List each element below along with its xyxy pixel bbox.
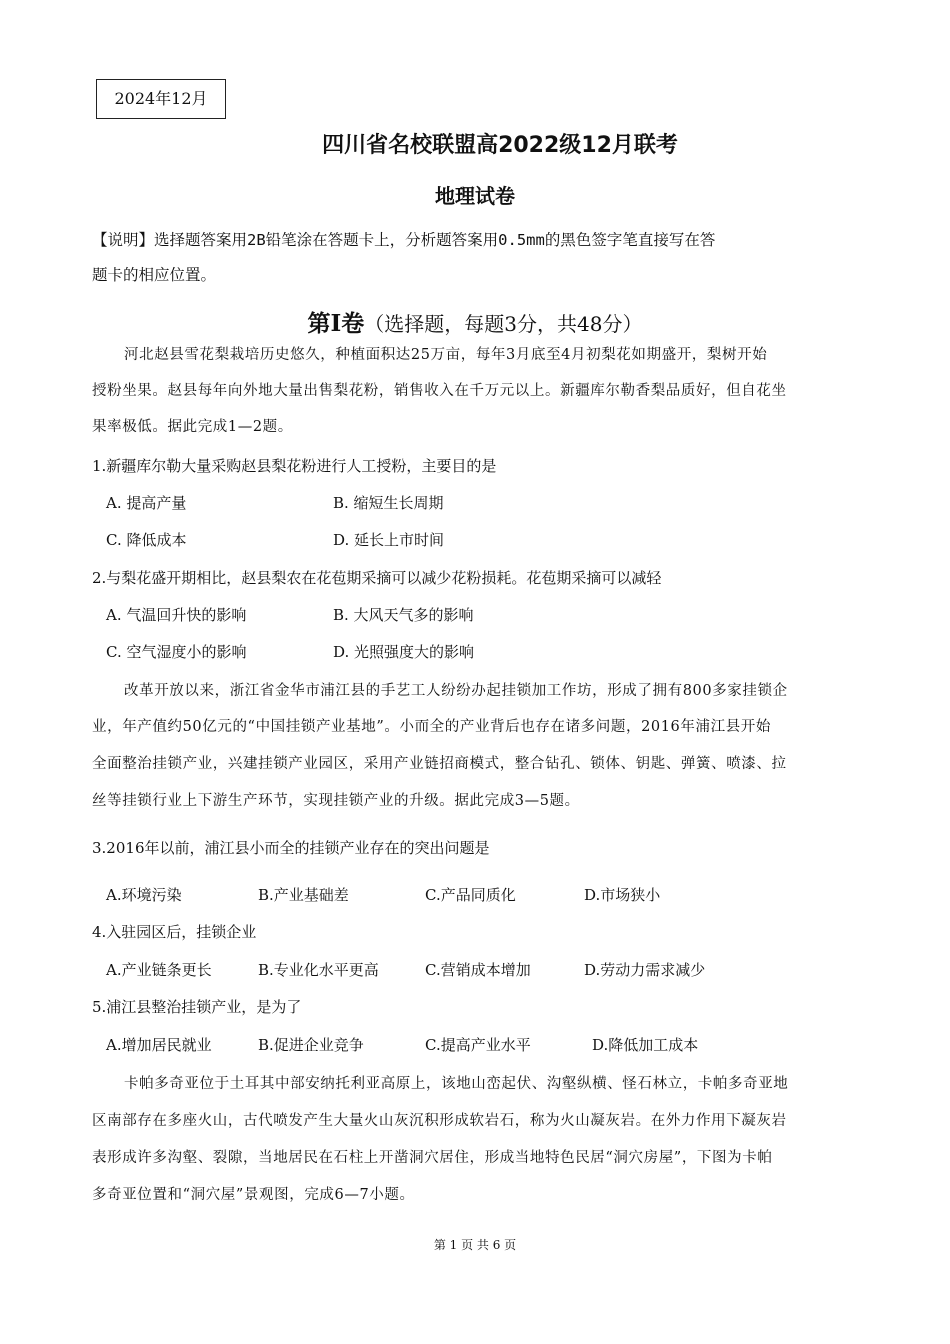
q4-option-a: A.产业链条更长 xyxy=(106,961,212,979)
q5-option-c: C.提高产业水平 xyxy=(425,1036,531,1054)
q2-option-c: C. 空气湿度小的影响 xyxy=(106,643,247,661)
section-desc: （选择题，每题3分，共48分） xyxy=(364,312,643,336)
passage1-line-3: 果率极低。据此完成1—2题。 xyxy=(92,419,293,435)
date-box: 2024年12月 xyxy=(96,79,226,119)
q4-option-c: C.营销成本增加 xyxy=(425,961,531,979)
q3-option-b: B.产业基础差 xyxy=(258,886,349,904)
passage2-line-1: 改革开放以来，浙江省金华市浦江县的手艺工人纷纷办起挂锁加工作坊，形成了拥有800多家挂锁企 xyxy=(124,683,788,699)
passage3-line-4: 多奇亚位置和“洞穴屋”景观图，完成6—7小题。 xyxy=(92,1187,415,1203)
passage1-line-2: 授粉坐果。赵县每年向外地大量出售梨花粉，销售收入在千万元以上。新疆库尔勒香梨品质好，但自花坐 xyxy=(92,383,787,399)
q4-stem: 4.入驻园区后，挂锁企业 xyxy=(92,923,257,941)
passage3-line-1: 卡帕多奇亚位于土耳其中部安纳托利亚高原上，该地山峦起伏、沟壑纵横、怪石林立，卡帕多奇亚地 xyxy=(124,1076,789,1092)
q3-option-a: A.环境污染 xyxy=(106,886,182,904)
passage2-line-3: 全面整治挂锁产业，兴建挂锁产业园区，采用产业链招商模式，整合钻孔、锁体、钥匙、弹簧、喷漆、拉 xyxy=(92,756,787,772)
section-heading xyxy=(0,305,950,338)
q2-option-a: A. 气温回升快的影响 xyxy=(106,606,247,624)
section-label: 第Ⅰ卷 xyxy=(307,310,365,337)
q1-option-a: A. 提高产量 xyxy=(106,494,187,512)
q1-option-c: C. 降低成本 xyxy=(106,531,187,549)
passage2-line-2: 业，年产值约50亿元的“中国挂锁产业基地”。小而全的产业背后也存在诸多问题，2016年浦江县开始 xyxy=(92,719,771,735)
q1-option-d: D. 延长上市时间 xyxy=(333,531,445,549)
q1-option-b: B. 缩短生长周期 xyxy=(333,494,444,512)
q5-stem: 5.浦江县整治挂锁产业，是为了 xyxy=(92,998,302,1016)
q2-option-d: D. 光照强度大的影响 xyxy=(333,643,475,661)
q4-option-d: D.劳动力需求减少 xyxy=(584,961,706,979)
q5-option-a: A.增加居民就业 xyxy=(106,1036,212,1054)
q3-stem: 3.2016年以前，浦江县小而全的挂锁产业存在的突出问题是 xyxy=(92,839,490,857)
passage3-line-2: 区南部存在多座火山，古代喷发产生大量火山灰沉积形成软岩石，称为火山凝灰岩。在外力作用下凝灰岩 xyxy=(92,1113,787,1129)
q2-stem: 2.与梨花盛开期相比，赵县梨农在花苞期采摘可以减少花粉损耗。花苞期采摘可以减轻 xyxy=(92,569,662,587)
q1-stem: 1.新疆库尔勒大量采购赵县梨花粉进行人工授粉，主要目的是 xyxy=(92,457,497,475)
q5-option-d: D.降低加工成本 xyxy=(592,1036,699,1054)
q4-option-b: B.专业化水平更高 xyxy=(258,961,379,979)
notice-line-1: 【说明】选择题答案用2B铅笔涂在答题卡上，分析题答案用0.5mm的黑色签字笔直接写在答 xyxy=(92,231,716,249)
q5-option-b: B.促进企业竞争 xyxy=(258,1036,364,1054)
page-footer: 第 1 页 共 6 页 xyxy=(433,1238,517,1252)
passage1-line-1: 河北赵县雪花梨栽培历史悠久，种植面积达25万亩，每年3月底至4月初梨花如期盛开，梨树开始 xyxy=(124,347,768,363)
q3-option-c: C.产品同质化 xyxy=(425,886,516,904)
exam-title: 四川省名校联盟高2022级12月联考 xyxy=(322,133,678,158)
notice-line-2: 题卡的相应位置。 xyxy=(92,266,217,284)
passage3-line-3: 表形成许多沟壑、裂隙，当地居民在石柱上开凿洞穴居住，形成当地特色民居“洞穴房屋”，下图为卡帕 xyxy=(92,1150,773,1166)
q2-option-b: B. 大风天气多的影响 xyxy=(333,606,474,624)
q3-option-d: D.市场狭小 xyxy=(584,886,661,904)
passage2-line-4: 丝等挂锁行业上下游生产环节，实现挂锁产业的升级。据此完成3—5题。 xyxy=(92,793,580,809)
exam-subtitle: 地理试卷 xyxy=(435,184,515,208)
